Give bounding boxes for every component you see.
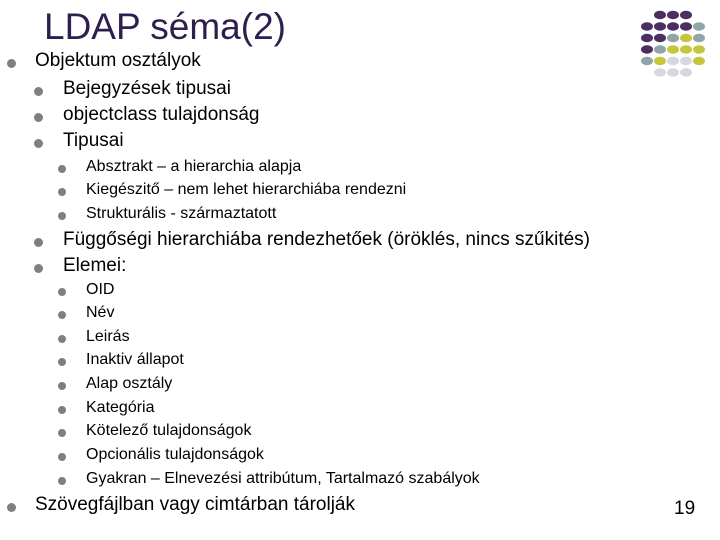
decorative-dot [641, 34, 653, 42]
decorative-dot [654, 11, 666, 19]
bullet-text-level-2: Elemei: [63, 255, 127, 276]
decorative-dot [680, 34, 692, 42]
decorative-dot [693, 45, 705, 53]
decorative-dot [667, 57, 679, 65]
decorative-dot [654, 57, 666, 65]
decorative-dot [641, 22, 653, 30]
bullet-icon [7, 59, 16, 68]
decorative-dot [667, 45, 679, 53]
bullet-text-level-3: Inaktiv állapot [86, 351, 184, 368]
decorative-dot [680, 68, 692, 76]
bullet-icon [58, 335, 66, 343]
bullet-icon [34, 113, 43, 122]
decorative-dot [654, 34, 666, 42]
bullet-text-level-3: Alap osztály [86, 375, 173, 392]
bullet-text-level-3: Név [86, 304, 115, 321]
decorative-dot [667, 11, 679, 19]
bullet-icon [58, 453, 66, 461]
bullet-text-level-3: Kiegészitő – nem lehet hierarchiába rendezni [86, 181, 407, 198]
decorative-dot [680, 57, 692, 65]
decorative-dot [680, 45, 692, 53]
bullet-text-level-2: Bejegyzések tipusai [63, 78, 231, 99]
bullet-icon [58, 477, 66, 485]
page-number: 19 [674, 498, 696, 519]
bullet-icon [34, 139, 43, 148]
bullet-icon [34, 87, 43, 96]
bullet-icon [58, 311, 66, 319]
bullet-icon [58, 358, 66, 366]
decorative-dot [654, 68, 666, 76]
bullet-text-level-3: OID [86, 281, 115, 298]
bullet-icon [58, 212, 66, 220]
bullet-icon [58, 165, 66, 173]
decorative-dot [641, 45, 653, 53]
bullet-icon [58, 429, 66, 437]
bullet-text-level-1: Szövegfájlban vagy cimtárban tárolják [35, 494, 356, 515]
decorative-dot [641, 57, 653, 65]
bullet-text-level-2: Függőségi hierarchiába rendezhetőek (öröklés, nincs szűkités) [63, 229, 590, 250]
decorative-dot-grid [0, 0, 720, 90]
bullet-text-level-3: Kötelező tulajdonságok [86, 422, 252, 439]
decorative-dot [667, 34, 679, 42]
bullet-text-level-3: Gyakran – Elnevezési attribútum, Tartalmazó szabályok [86, 470, 480, 487]
bullet-icon [58, 382, 66, 390]
decorative-dot [654, 45, 666, 53]
decorative-dot [654, 22, 666, 30]
bullet-icon [34, 238, 43, 247]
slide-title: LDAP séma(2) [44, 6, 286, 47]
bullet-text-level-3: Kategória [86, 399, 155, 416]
decorative-dot [680, 22, 692, 30]
decorative-dot [693, 57, 705, 65]
bullet-text-level-3: Absztrakt – a hierarchia alapja [86, 158, 302, 175]
bullet-icon [58, 406, 66, 414]
decorative-dot [667, 22, 679, 30]
decorative-dot [693, 22, 705, 30]
bullet-icon [34, 264, 43, 273]
bullet-icon [58, 188, 66, 196]
decorative-dot [680, 11, 692, 19]
bullet-text-level-3: Leirás [86, 328, 130, 345]
bullet-text-level-2: Tipusai [63, 130, 124, 151]
bullet-icon [7, 503, 16, 512]
bullet-text-level-3: Strukturális - származtatott [86, 205, 277, 222]
decorative-dot [667, 68, 679, 76]
bullet-text-level-1: Objektum osztályok [35, 50, 201, 71]
bullet-icon [58, 288, 66, 296]
decorative-dot [693, 34, 705, 42]
bullet-text-level-2: objectclass tulajdonság [63, 104, 260, 125]
bullet-text-level-3: Opcionális tulajdonságok [86, 446, 264, 463]
